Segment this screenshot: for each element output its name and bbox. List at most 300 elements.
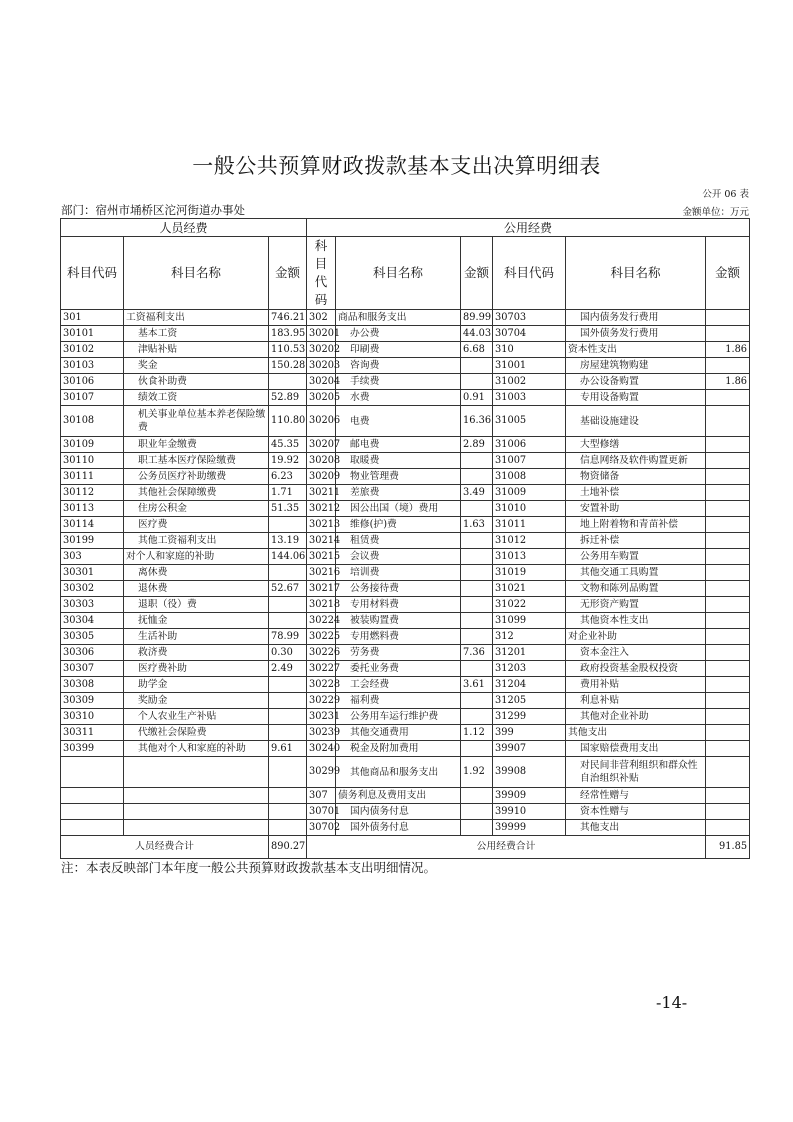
name-cell: 国内债务付息 <box>336 804 461 820</box>
table-row <box>61 629 750 645</box>
name-cell: 手续费 <box>336 374 461 390</box>
amount-cell <box>706 645 750 661</box>
table-row <box>61 693 750 709</box>
amount-cell <box>461 820 493 836</box>
name-cell: 医疗费补助 <box>124 661 269 677</box>
code-cell: 39908 <box>493 757 566 788</box>
amount-cell: 6.68 <box>461 342 493 358</box>
amount-cell <box>269 725 307 741</box>
amount-cell: 45.35 <box>269 437 307 453</box>
amount-cell: 110.80 <box>269 406 307 437</box>
name-cell: 印刷费 <box>336 342 461 358</box>
code-cell: 31001 <box>493 358 566 374</box>
code-cell: 31007 <box>493 453 566 469</box>
code-cell: 30301 <box>61 565 124 581</box>
name-cell: 被装购置费 <box>336 613 461 629</box>
code-cell: 30703 <box>493 310 566 326</box>
table-row <box>61 437 750 453</box>
amount-cell <box>706 597 750 613</box>
table-row <box>61 390 750 406</box>
name-cell: 公务员医疗补助缴费 <box>124 469 269 485</box>
code-cell: 30307 <box>61 661 124 677</box>
table-row <box>61 613 750 629</box>
code-cell: 30308 <box>61 677 124 693</box>
amount-cell: 144.06 <box>269 549 307 565</box>
amount-cell: 52.89 <box>269 390 307 406</box>
name-cell: 离休费 <box>124 565 269 581</box>
code-cell: 30304 <box>61 613 124 629</box>
name-cell: 奖励金 <box>124 693 269 709</box>
code-cell: 30231 <box>307 709 336 725</box>
code-cell: 30311 <box>61 725 124 741</box>
code-cell: 30106 <box>61 374 124 390</box>
name-cell: 对企业补助 <box>566 629 706 645</box>
code-cell: 30229 <box>307 693 336 709</box>
code-cell: 30215 <box>307 549 336 565</box>
name-cell: 债务利息及费用支出 <box>336 788 461 804</box>
name-cell: 工资福利支出 <box>124 310 269 326</box>
table-row <box>61 326 750 342</box>
amount-cell <box>706 453 750 469</box>
code-cell: 312 <box>493 629 566 645</box>
name-cell: 其他社会保障缴费 <box>124 485 269 501</box>
table-row <box>61 453 750 469</box>
amount-cell: 1.71 <box>269 485 307 501</box>
header-code: 科目代码 <box>493 237 566 310</box>
name-cell: 工会经费 <box>336 677 461 693</box>
amount-cell: 7.36 <box>461 645 493 661</box>
public-total-amount: 91.85 <box>706 836 750 859</box>
code-cell: 31002 <box>493 374 566 390</box>
code-cell: 30107 <box>61 390 124 406</box>
personnel-total-label: 人员经费合计 <box>61 836 269 859</box>
name-cell: 国外债务付息 <box>336 820 461 836</box>
name-cell: 劳务费 <box>336 645 461 661</box>
name-cell: 其他工资福利支出 <box>124 533 269 549</box>
amount-cell <box>269 374 307 390</box>
code-cell: 30207 <box>307 437 336 453</box>
amount-cell <box>706 326 750 342</box>
name-cell: 政府投资基金股权投资 <box>566 661 706 677</box>
amount-cell <box>706 310 750 326</box>
name-cell: 专用材料费 <box>336 597 461 613</box>
name-cell: 对民间非营利组织和群众性自治组织补贴 <box>566 757 706 788</box>
amount-cell: 1.12 <box>461 725 493 741</box>
code-cell: 39910 <box>493 804 566 820</box>
amount-cell: 3.61 <box>461 677 493 693</box>
group-public: 公用经费 <box>307 219 750 237</box>
header-amount: 金额 <box>461 237 493 310</box>
name-cell: 资本性支出 <box>566 342 706 358</box>
code-cell: 31019 <box>493 565 566 581</box>
table-row <box>61 645 750 661</box>
code-cell: 31022 <box>493 597 566 613</box>
amount-cell: 19.92 <box>269 453 307 469</box>
name-cell: 奖金 <box>124 358 269 374</box>
amount-unit-label: 金额单位：万元 <box>682 207 749 218</box>
name-cell <box>124 820 269 836</box>
table-row <box>61 358 750 374</box>
table-row <box>61 342 750 358</box>
code-cell: 31021 <box>493 581 566 597</box>
table-row <box>61 804 750 820</box>
amount-cell <box>706 517 750 533</box>
name-cell: 信息网络及软件购置更新 <box>566 453 706 469</box>
table-row <box>61 406 750 437</box>
code-cell: 31099 <box>493 613 566 629</box>
name-cell: 其他支出 <box>566 725 706 741</box>
amount-cell: 1.86 <box>706 374 750 390</box>
code-cell: 31299 <box>493 709 566 725</box>
name-cell: 退休费 <box>124 581 269 597</box>
name-cell <box>124 788 269 804</box>
amount-cell: 2.89 <box>461 437 493 453</box>
table-row <box>61 565 750 581</box>
code-cell: 30211 <box>307 485 336 501</box>
name-cell: 办公费 <box>336 326 461 342</box>
code-cell: 31005 <box>493 406 566 437</box>
code-cell: 30302 <box>61 581 124 597</box>
code-cell: 30101 <box>61 326 124 342</box>
expenditure-table <box>60 218 750 859</box>
code-cell: 30310 <box>61 709 124 725</box>
code-cell: 30704 <box>493 326 566 342</box>
group-personnel: 人员经费 <box>61 219 307 237</box>
name-cell: 公务用车购置 <box>566 549 706 565</box>
amount-cell <box>269 517 307 533</box>
name-cell: 住房公积金 <box>124 501 269 517</box>
name-cell: 职工基本医疗保险缴费 <box>124 453 269 469</box>
code-cell: 30102 <box>61 342 124 358</box>
code-cell: 30108 <box>61 406 124 437</box>
code-cell: 310 <box>493 342 566 358</box>
table-row <box>61 661 750 677</box>
amount-cell <box>706 661 750 677</box>
name-cell: 资本性赠与 <box>566 804 706 820</box>
code-cell: 30109 <box>61 437 124 453</box>
name-cell <box>124 804 269 820</box>
header-code: 科目代码 <box>61 237 124 310</box>
code-cell: 30702 <box>307 820 336 836</box>
name-cell: 津贴补贴 <box>124 342 269 358</box>
amount-cell <box>269 677 307 693</box>
amount-cell <box>706 469 750 485</box>
name-cell: 生活补助 <box>124 629 269 645</box>
amount-cell: 1.86 <box>706 342 750 358</box>
name-cell: 电费 <box>336 406 461 437</box>
code-cell: 301 <box>61 310 124 326</box>
table-row <box>61 581 750 597</box>
table-row <box>61 757 750 788</box>
name-cell: 退职（役）费 <box>124 597 269 613</box>
table-row <box>61 741 750 757</box>
amount-cell: 150.28 <box>269 358 307 374</box>
code-cell: 31013 <box>493 549 566 565</box>
name-cell: 伙食补助费 <box>124 374 269 390</box>
name-cell: 代缴社会保险费 <box>124 725 269 741</box>
amount-cell <box>461 788 493 804</box>
code-cell: 30111 <box>61 469 124 485</box>
amount-cell <box>269 788 307 804</box>
name-cell: 税金及附加费用 <box>336 741 461 757</box>
code-cell: 31204 <box>493 677 566 693</box>
name-cell: 培训费 <box>336 565 461 581</box>
code-cell: 302 <box>307 310 336 326</box>
amount-cell <box>461 374 493 390</box>
code-cell: 30224 <box>307 613 336 629</box>
amount-cell: 78.99 <box>269 629 307 645</box>
amount-cell: 0.91 <box>461 390 493 406</box>
name-cell: 专用燃料费 <box>336 629 461 645</box>
name-cell: 大型修缮 <box>566 437 706 453</box>
name-cell: 物资储备 <box>566 469 706 485</box>
amount-cell: 2.49 <box>269 661 307 677</box>
table-row <box>61 533 750 549</box>
code-cell: 39909 <box>493 788 566 804</box>
name-cell: 救济费 <box>124 645 269 661</box>
header-name: 科目名称 <box>566 237 706 310</box>
name-cell: 职业年金缴费 <box>124 437 269 453</box>
name-cell: 安置补助 <box>566 501 706 517</box>
amount-cell <box>461 629 493 645</box>
amount-cell <box>461 613 493 629</box>
amount-cell: 6.23 <box>269 469 307 485</box>
code-cell: 30218 <box>307 597 336 613</box>
code-cell: 30202 <box>307 342 336 358</box>
table-row <box>61 485 750 501</box>
name-cell: 咨询费 <box>336 358 461 374</box>
code-cell: 31008 <box>493 469 566 485</box>
code-cell: 30228 <box>307 677 336 693</box>
table-row <box>61 549 750 565</box>
name-cell: 国家赔偿费用支出 <box>566 741 706 757</box>
footnote: 注：本表反映部门本年度一般公共预算财政拨款基本支出明细情况。 <box>61 860 437 875</box>
amount-cell: 1.63 <box>461 517 493 533</box>
table-row <box>61 517 750 533</box>
amount-cell: 16.36 <box>461 406 493 437</box>
amount-cell <box>706 390 750 406</box>
code-cell: 30225 <box>307 629 336 645</box>
code-cell: 31201 <box>493 645 566 661</box>
name-cell: 专用设备购置 <box>566 390 706 406</box>
amount-cell: 0.30 <box>269 645 307 661</box>
code-cell: 30227 <box>307 661 336 677</box>
code-cell: 31205 <box>493 693 566 709</box>
name-cell: 商品和服务支出 <box>336 310 461 326</box>
code-cell: 30305 <box>61 629 124 645</box>
code-cell: 39907 <box>493 741 566 757</box>
name-cell: 物业管理费 <box>336 469 461 485</box>
code-cell: 30206 <box>307 406 336 437</box>
amount-cell <box>706 725 750 741</box>
amount-cell <box>706 693 750 709</box>
name-cell: 公务用车运行维护费 <box>336 709 461 725</box>
name-cell: 拆迁补偿 <box>566 533 706 549</box>
amount-cell <box>269 820 307 836</box>
page-title: 一般公共预算财政拨款基本支出决算明细表 <box>192 154 601 178</box>
name-cell: 房屋建筑物购建 <box>566 358 706 374</box>
code-cell: 31006 <box>493 437 566 453</box>
code-cell: 30112 <box>61 485 124 501</box>
amount-cell: 183.95 <box>269 326 307 342</box>
amount-cell <box>461 661 493 677</box>
amount-cell <box>706 820 750 836</box>
amount-cell <box>461 469 493 485</box>
amount-cell <box>706 804 750 820</box>
code-cell: 30306 <box>61 645 124 661</box>
code-cell <box>61 804 124 820</box>
name-cell <box>124 757 269 788</box>
name-cell: 文物和陈列品购置 <box>566 581 706 597</box>
code-cell: 30303 <box>61 597 124 613</box>
code-cell: 30199 <box>61 533 124 549</box>
amount-cell <box>269 693 307 709</box>
name-cell: 委托业务费 <box>336 661 461 677</box>
code-cell: 30110 <box>61 453 124 469</box>
amount-cell <box>461 533 493 549</box>
amount-cell <box>706 613 750 629</box>
column-header-row <box>61 237 750 310</box>
name-cell: 资本金注入 <box>566 645 706 661</box>
code-cell: 303 <box>61 549 124 565</box>
code-cell: 307 <box>307 788 336 804</box>
table-row <box>61 374 750 390</box>
code-cell <box>61 757 124 788</box>
code-cell: 30209 <box>307 469 336 485</box>
code-cell: 30701 <box>307 804 336 820</box>
code-cell: 31011 <box>493 517 566 533</box>
amount-cell: 44.03 <box>461 326 493 342</box>
name-cell: 因公出国（境）费用 <box>336 501 461 517</box>
name-cell: 其他交通费用 <box>336 725 461 741</box>
code-cell: 30114 <box>61 517 124 533</box>
amount-cell <box>706 358 750 374</box>
code-cell: 31012 <box>493 533 566 549</box>
name-cell: 对个人和家庭的补助 <box>124 549 269 565</box>
name-cell: 费用补贴 <box>566 677 706 693</box>
table-row <box>61 725 750 741</box>
amount-cell: 1.92 <box>461 757 493 788</box>
code-cell: 31203 <box>493 661 566 677</box>
amount-cell <box>706 549 750 565</box>
table-row <box>61 597 750 613</box>
code-cell: 30208 <box>307 453 336 469</box>
code-cell: 30217 <box>307 581 336 597</box>
code-cell: 30205 <box>307 390 336 406</box>
name-cell: 其他交通工具购置 <box>566 565 706 581</box>
amount-cell <box>706 406 750 437</box>
amount-cell <box>706 533 750 549</box>
code-cell: 399 <box>493 725 566 741</box>
name-cell: 水费 <box>336 390 461 406</box>
table-row <box>61 788 750 804</box>
name-cell: 个人农业生产补贴 <box>124 709 269 725</box>
name-cell: 公务接待费 <box>336 581 461 597</box>
public-total-label: 公用经费合计 <box>307 836 706 859</box>
code-cell: 30113 <box>61 501 124 517</box>
name-cell: 其他对企业补助 <box>566 709 706 725</box>
code-cell: 30226 <box>307 645 336 661</box>
header-name: 科目名称 <box>124 237 269 310</box>
amount-cell <box>269 613 307 629</box>
amount-cell <box>706 629 750 645</box>
name-cell: 土地补偿 <box>566 485 706 501</box>
code-cell: 30240 <box>307 741 336 757</box>
table-row <box>61 469 750 485</box>
code-cell: 30299 <box>307 757 336 788</box>
code-cell: 30214 <box>307 533 336 549</box>
code-cell: 30204 <box>307 374 336 390</box>
totals-row <box>61 836 750 859</box>
table-row <box>61 677 750 693</box>
amount-cell <box>706 677 750 693</box>
amount-cell: 110.53 <box>269 342 307 358</box>
code-cell: 30203 <box>307 358 336 374</box>
code-cell: 30216 <box>307 565 336 581</box>
code-cell: 30239 <box>307 725 336 741</box>
code-cell <box>61 820 124 836</box>
amount-cell: 13.19 <box>269 533 307 549</box>
name-cell: 邮电费 <box>336 437 461 453</box>
name-cell: 其他商品和服务支出 <box>336 757 461 788</box>
name-cell: 医疗费 <box>124 517 269 533</box>
name-cell: 绩效工资 <box>124 390 269 406</box>
amount-cell <box>269 757 307 788</box>
name-cell: 地上附着物和青苗补偿 <box>566 517 706 533</box>
name-cell: 机关事业单位基本养老保险缴费 <box>124 406 269 437</box>
amount-cell <box>706 501 750 517</box>
amount-cell <box>461 597 493 613</box>
code-cell: 30399 <box>61 741 124 757</box>
header-amount: 金额 <box>706 237 750 310</box>
name-cell: 其他资本性支出 <box>566 613 706 629</box>
amount-cell <box>461 693 493 709</box>
amount-cell: 52.67 <box>269 581 307 597</box>
department-label: 部门：宿州市埇桥区沱河街道办事处 <box>61 203 245 217</box>
code-cell: 39999 <box>493 820 566 836</box>
name-cell: 其他支出 <box>566 820 706 836</box>
amount-cell <box>461 741 493 757</box>
header-code: 科目代码 <box>307 237 336 310</box>
amount-cell <box>706 757 750 788</box>
name-cell: 取暖费 <box>336 453 461 469</box>
amount-cell: 89.99 <box>461 310 493 326</box>
amount-cell <box>461 709 493 725</box>
name-cell: 利息补贴 <box>566 693 706 709</box>
code-cell: 31009 <box>493 485 566 501</box>
name-cell: 经常性赠与 <box>566 788 706 804</box>
amount-cell <box>461 358 493 374</box>
name-cell: 国外债务发行费用 <box>566 326 706 342</box>
name-cell: 国内债务发行费用 <box>566 310 706 326</box>
table-row <box>61 709 750 725</box>
name-cell: 无形资产购置 <box>566 597 706 613</box>
amount-cell <box>269 565 307 581</box>
name-cell: 维修(护)费 <box>336 517 461 533</box>
amount-cell: 51.35 <box>269 501 307 517</box>
form-number: 公开 06 表 <box>702 189 749 200</box>
amount-cell <box>461 804 493 820</box>
amount-cell <box>269 804 307 820</box>
amount-cell <box>706 565 750 581</box>
code-cell: 31010 <box>493 501 566 517</box>
name-cell: 助学金 <box>124 677 269 693</box>
amount-cell <box>706 581 750 597</box>
amount-cell: 9.61 <box>269 741 307 757</box>
amount-cell <box>461 549 493 565</box>
amount-cell: 746.21 <box>269 310 307 326</box>
code-cell: 30309 <box>61 693 124 709</box>
